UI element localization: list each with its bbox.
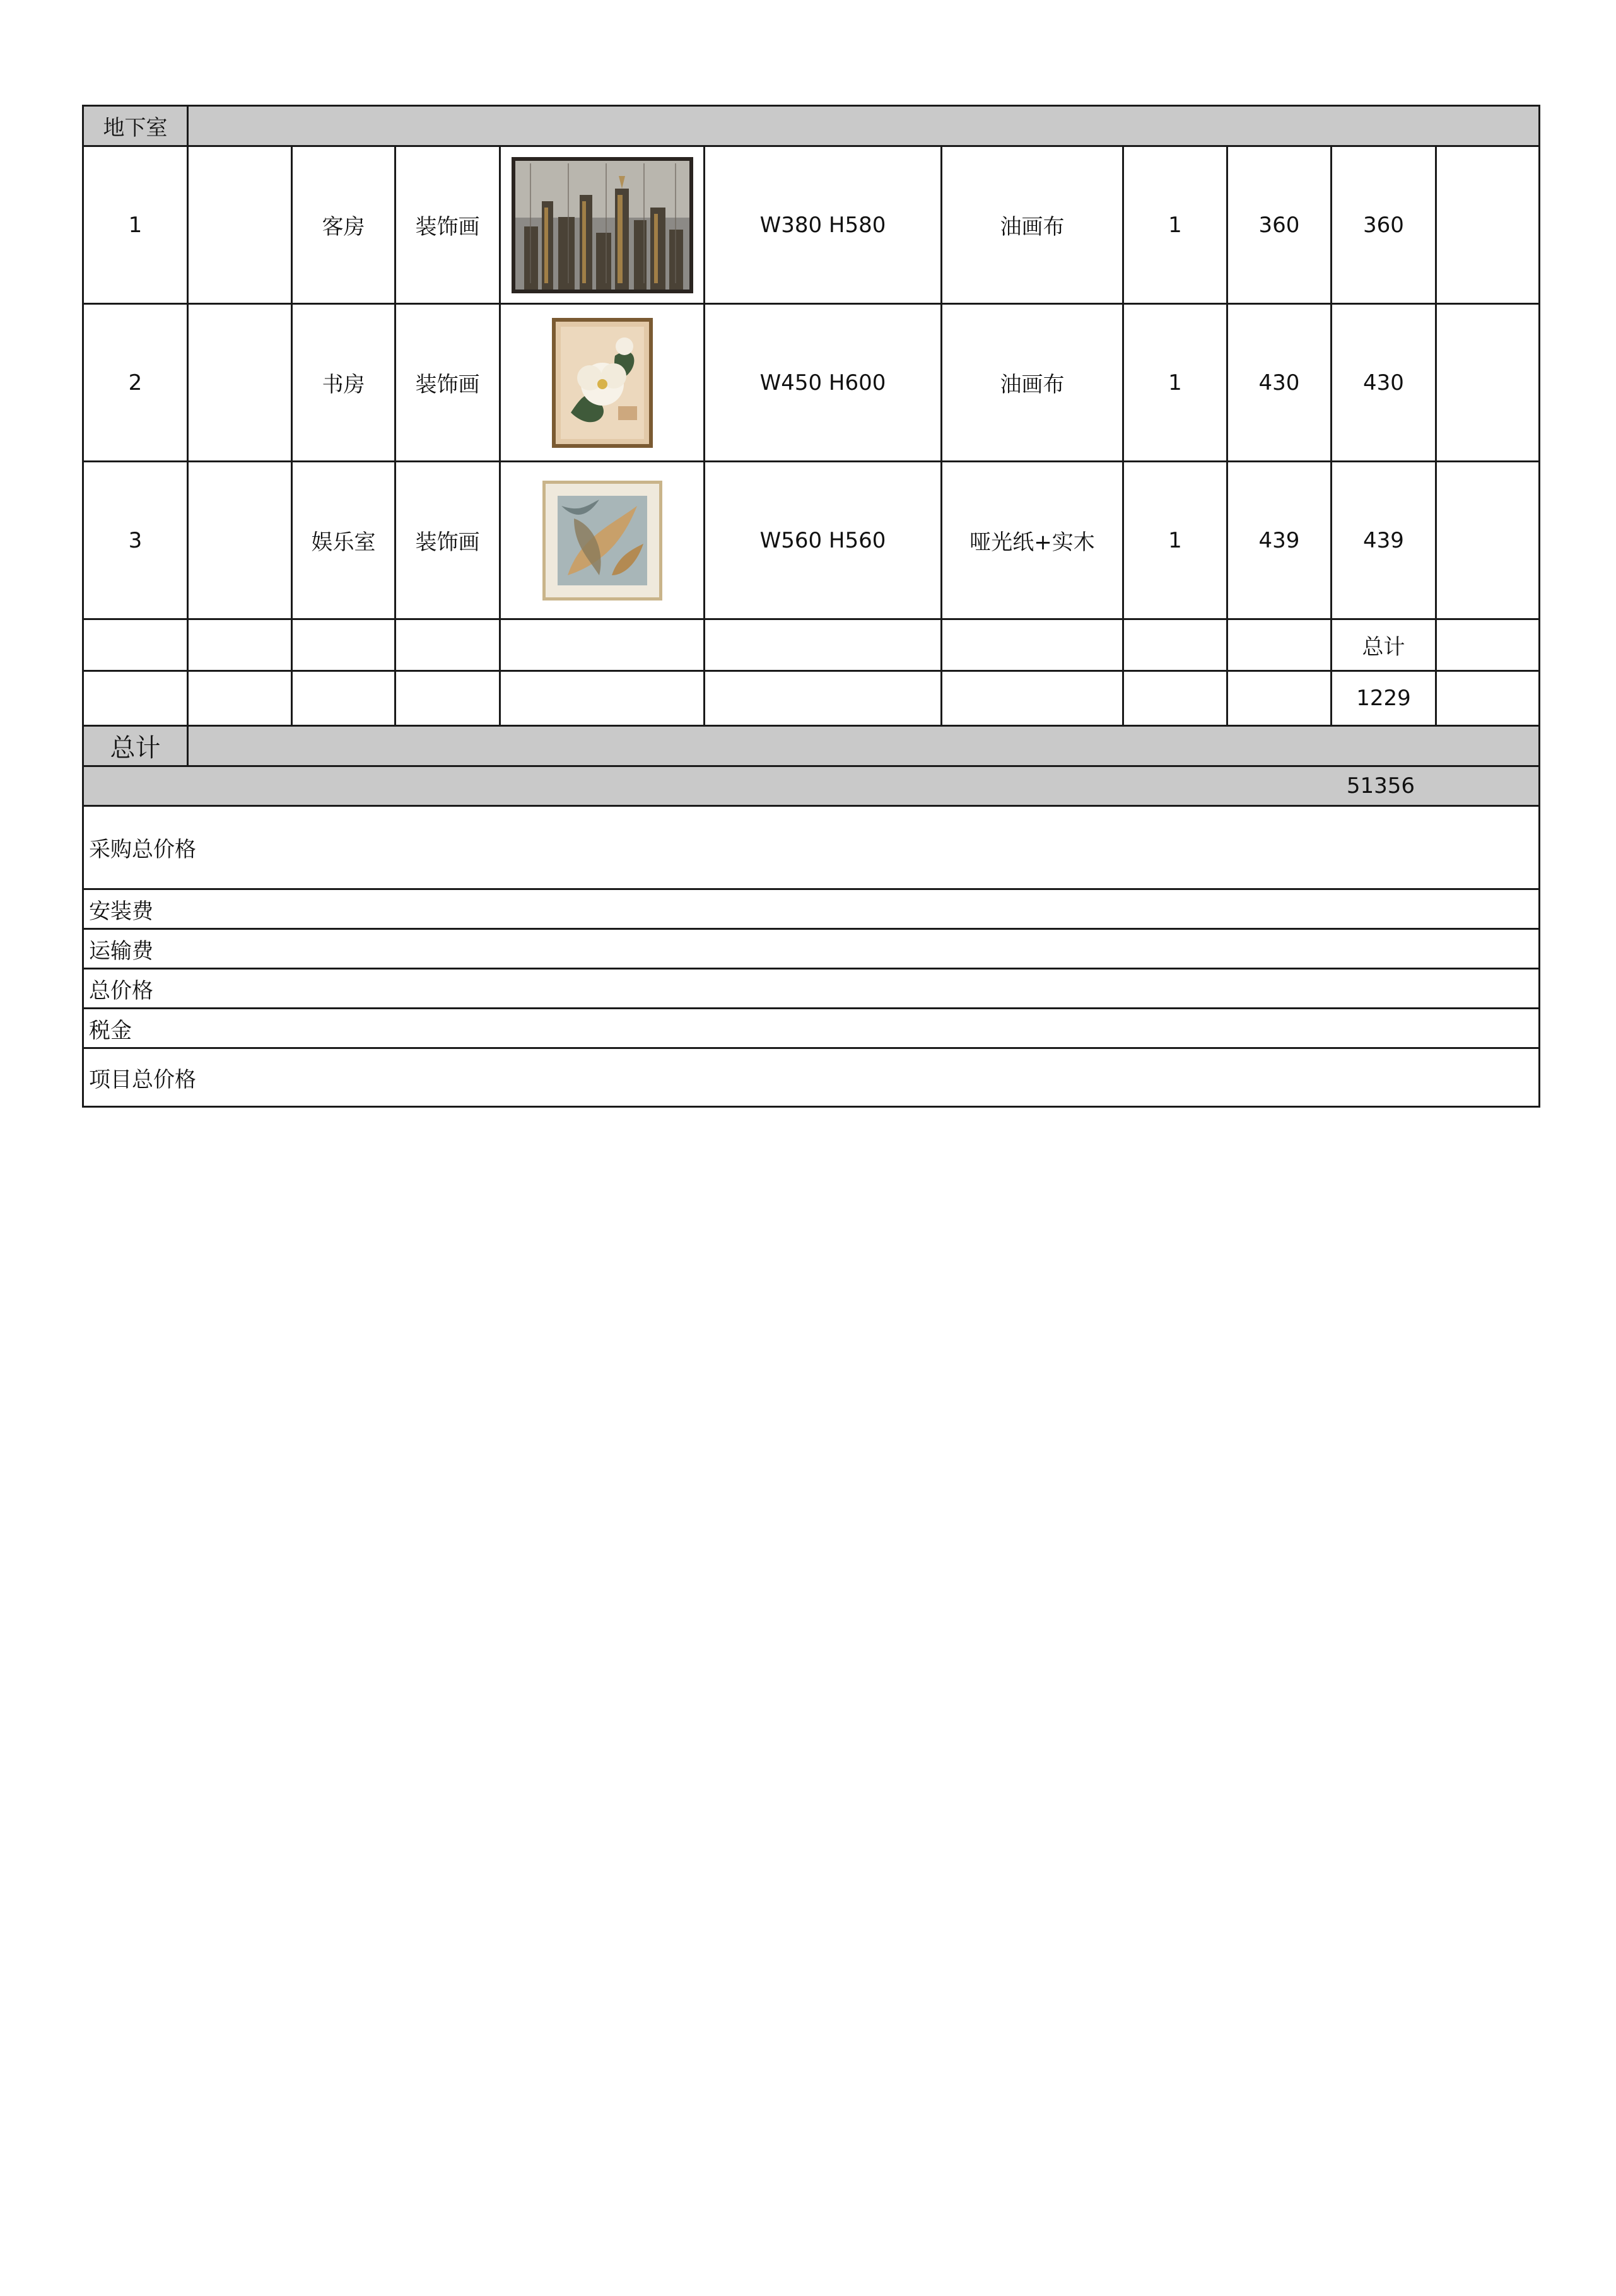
item-room: 客房 [292,146,395,304]
item-code [188,146,292,304]
item-subtotal: 439 [1332,462,1436,619]
item-unit-price: 439 [1227,462,1332,619]
summary-row [83,929,1540,969]
item-category: 装饰画 [395,462,500,619]
summary-row [83,969,1540,1009]
section-total-value: 1229 [1332,671,1436,726]
botanical-leaf-painting-icon [542,481,662,600]
summary-row [83,1009,1540,1048]
table-row [83,304,1540,462]
section-total-label: 总计 [1332,619,1436,671]
item-unit-price: 360 [1227,146,1332,304]
city-skyline-painting-icon [512,157,693,293]
item-index: 1 [83,146,188,304]
total-price-label: 总价格 [83,969,1540,1009]
item-category: 装饰画 [395,146,500,304]
purchase-total-label: 采购总价格 [83,806,1540,889]
item-code [188,304,292,462]
shipping-fee-label: 运输费 [83,929,1540,969]
project-total-label: 项目总价格 [83,1048,1540,1107]
item-qty: 1 [1123,146,1227,304]
grand-total-value-row [83,766,1540,806]
table-row [83,462,1540,619]
grand-total-value: 51356 [83,766,1540,806]
grand-total-label-fill [188,726,1540,766]
summary-row [83,806,1540,889]
item-material: 油画布 [942,146,1123,304]
item-category: 装饰画 [395,304,500,462]
item-qty: 1 [1123,462,1227,619]
summary-row [83,889,1540,929]
item-size: W450 H600 [705,304,942,462]
summary-row [83,1048,1540,1107]
section-header-row [83,106,1540,146]
item-image-cell [500,146,705,304]
magnolia-flower-painting-icon [552,318,653,448]
grand-total-label-row [83,726,1540,766]
item-material: 油画布 [942,304,1123,462]
item-size: W380 H580 [705,146,942,304]
item-material: 哑光纸+实木 [942,462,1123,619]
item-room: 娱乐室 [292,462,395,619]
section-label: 地下室 [83,106,188,146]
item-remark [1436,462,1540,619]
item-subtotal: 430 [1332,304,1436,462]
item-image-cell [500,304,705,462]
installation-fee-label: 安装费 [83,889,1540,929]
item-size: W560 H560 [705,462,942,619]
item-remark [1436,146,1540,304]
quotation-table [82,105,1540,1108]
item-room: 书房 [292,304,395,462]
quotation-sheet [82,105,1538,1108]
grand-total-label: 总计 [83,726,188,766]
item-code [188,462,292,619]
item-index: 2 [83,304,188,462]
tax-label: 税金 [83,1009,1540,1048]
section-total-value-row [83,671,1540,726]
item-subtotal: 360 [1332,146,1436,304]
item-remark [1436,304,1540,462]
section-header-fill [188,106,1540,146]
item-index: 3 [83,462,188,619]
table-row [83,146,1540,304]
item-image-cell [500,462,705,619]
item-unit-price: 430 [1227,304,1332,462]
item-qty: 1 [1123,304,1227,462]
section-total-label-row [83,619,1540,671]
